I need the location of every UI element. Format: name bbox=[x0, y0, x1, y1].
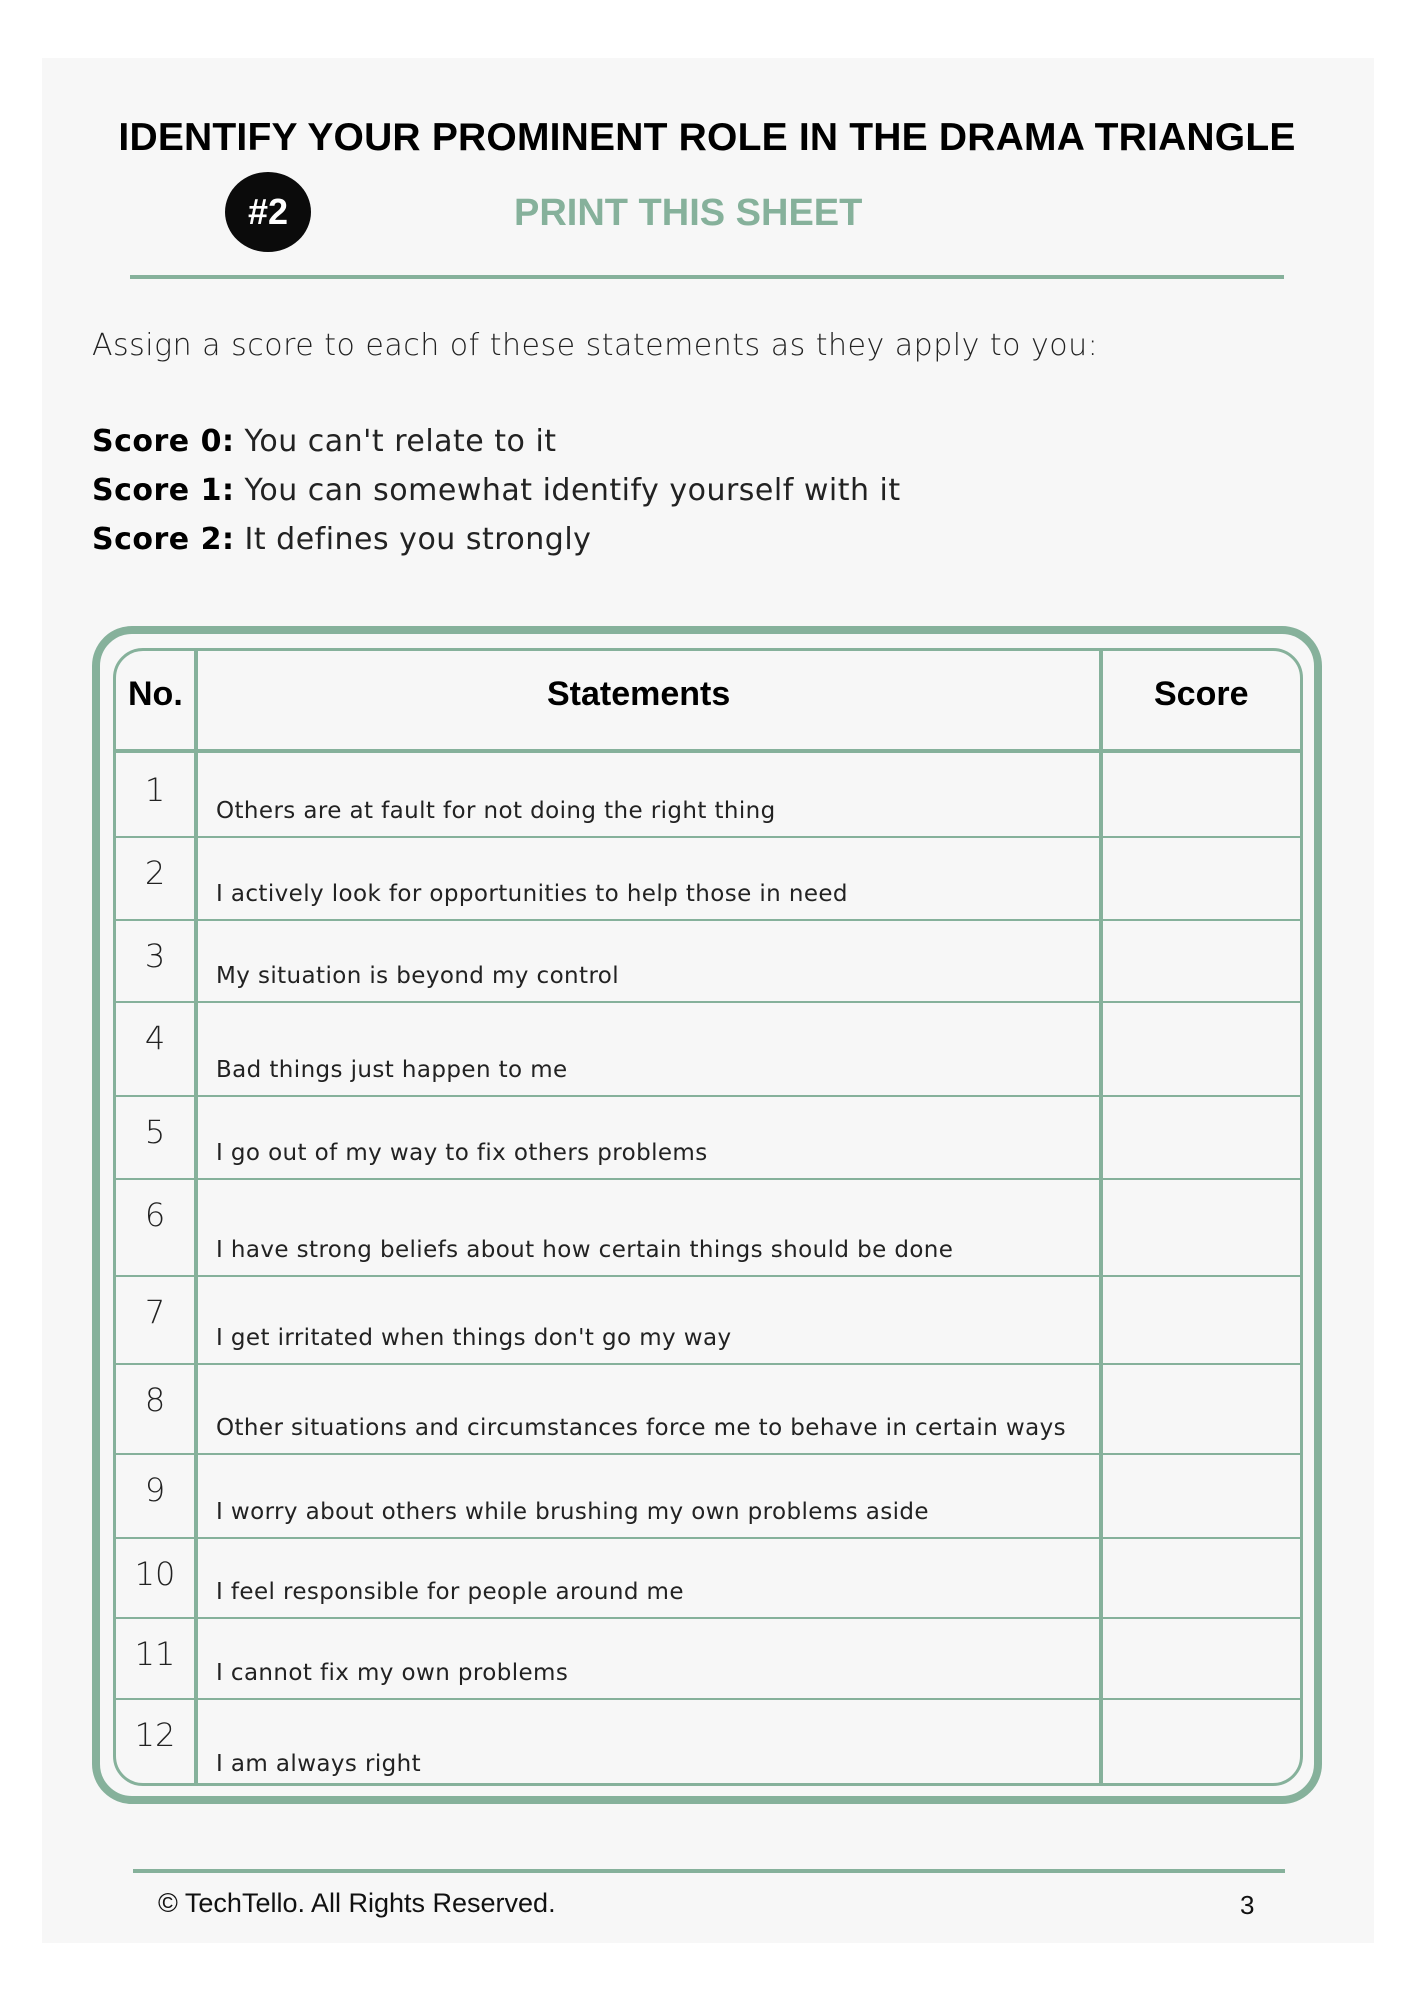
score-input-cell[interactable] bbox=[1103, 1363, 1300, 1453]
header-divider bbox=[130, 275, 1284, 279]
row-number: 3 bbox=[144, 937, 166, 975]
score-legend-label: Score 1: bbox=[92, 473, 235, 508]
table-row bbox=[116, 1095, 1300, 1180]
row-number: 12 bbox=[134, 1716, 176, 1754]
row-number: 10 bbox=[134, 1555, 176, 1593]
row-statement: I go out of my way to fix others problems bbox=[216, 1140, 708, 1166]
table-row bbox=[116, 1178, 1300, 1277]
table-row bbox=[116, 1617, 1300, 1700]
row-statement: My situation is beyond my control bbox=[216, 963, 620, 989]
score-input-cell[interactable] bbox=[1103, 1617, 1300, 1698]
column-header-no: No. bbox=[128, 675, 183, 713]
score-input-cell[interactable] bbox=[1103, 1275, 1300, 1363]
table-row bbox=[116, 836, 1300, 921]
row-statement: I get irritated when things don't go my way bbox=[216, 1325, 732, 1351]
row-statement: Other situations and circumstances force me to behave in certain ways bbox=[216, 1415, 1066, 1441]
table-row bbox=[116, 753, 1300, 838]
score-input-cell[interactable] bbox=[1103, 753, 1300, 836]
row-number: 6 bbox=[144, 1196, 166, 1234]
table-row bbox=[116, 1537, 1300, 1619]
row-statement: I worry about others while brushing my own problems aside bbox=[216, 1499, 929, 1525]
score-input-cell[interactable] bbox=[1103, 1001, 1300, 1095]
score-legend-text: It defines you strongly bbox=[234, 522, 592, 557]
row-statement: I feel responsible for people around me bbox=[216, 1579, 684, 1605]
row-statement: Bad things just happen to me bbox=[216, 1057, 568, 1083]
row-statement: I cannot fix my own problems bbox=[216, 1660, 569, 1686]
footer-divider bbox=[133, 1869, 1285, 1873]
score-input-cell[interactable] bbox=[1103, 1537, 1300, 1617]
score-legend-label: Score 0: bbox=[92, 424, 235, 459]
instructions-intro: Assign a score to each of these statements as they apply to you: bbox=[92, 328, 1099, 363]
table-row bbox=[116, 919, 1300, 1003]
footer-copyright: © TechTello. All Rights Reserved. bbox=[158, 1888, 556, 1918]
score-input-cell[interactable] bbox=[1103, 1698, 1300, 1786]
row-statement: I am always right bbox=[216, 1751, 422, 1777]
score-input-cell[interactable] bbox=[1103, 1095, 1300, 1178]
row-statement: I have strong beliefs about how certain things should be done bbox=[216, 1237, 954, 1263]
print-sheet-link[interactable]: PRINT THIS SHEET bbox=[514, 192, 863, 234]
row-number: 9 bbox=[144, 1471, 166, 1509]
row-number: 1 bbox=[144, 771, 166, 809]
table-row bbox=[116, 1698, 1300, 1786]
statements-table bbox=[113, 648, 1303, 1786]
row-number: 8 bbox=[144, 1381, 166, 1419]
score-input-cell[interactable] bbox=[1103, 836, 1300, 919]
page-number: 3 bbox=[1240, 1890, 1255, 1920]
table-row bbox=[116, 1453, 1300, 1539]
score-legend-label: Score 2: bbox=[92, 522, 235, 557]
table-row bbox=[116, 1001, 1300, 1097]
table-row bbox=[116, 1363, 1300, 1455]
row-number: 4 bbox=[144, 1019, 166, 1057]
score-input-cell[interactable] bbox=[1103, 1453, 1300, 1537]
score-input-cell[interactable] bbox=[1103, 919, 1300, 1001]
row-statement: Others are at fault for not doing the right thing bbox=[216, 798, 776, 824]
row-number: 11 bbox=[134, 1635, 176, 1673]
row-number: 7 bbox=[144, 1293, 166, 1331]
row-number: 2 bbox=[144, 854, 166, 892]
row-number: 5 bbox=[144, 1113, 166, 1151]
row-statement: I actively look for opportunities to help those in need bbox=[216, 881, 848, 907]
column-header-statements: Statements bbox=[547, 675, 731, 713]
score-legend-2 bbox=[92, 522, 591, 557]
column-header-score: Score bbox=[1154, 675, 1249, 713]
score-legend-text: You can't relate to it bbox=[234, 424, 557, 459]
score-legend-0 bbox=[92, 424, 557, 459]
score-legend-text: You can somewhat identify yourself with it bbox=[234, 473, 901, 508]
sheet-number-badge: #2 bbox=[225, 172, 311, 252]
page-title: IDENTIFY YOUR PROMINENT ROLE IN THE DRAMA TRIANGLE bbox=[118, 116, 1296, 159]
score-legend-1 bbox=[92, 473, 901, 508]
score-input-cell[interactable] bbox=[1103, 1178, 1300, 1275]
table-row bbox=[116, 1275, 1300, 1365]
